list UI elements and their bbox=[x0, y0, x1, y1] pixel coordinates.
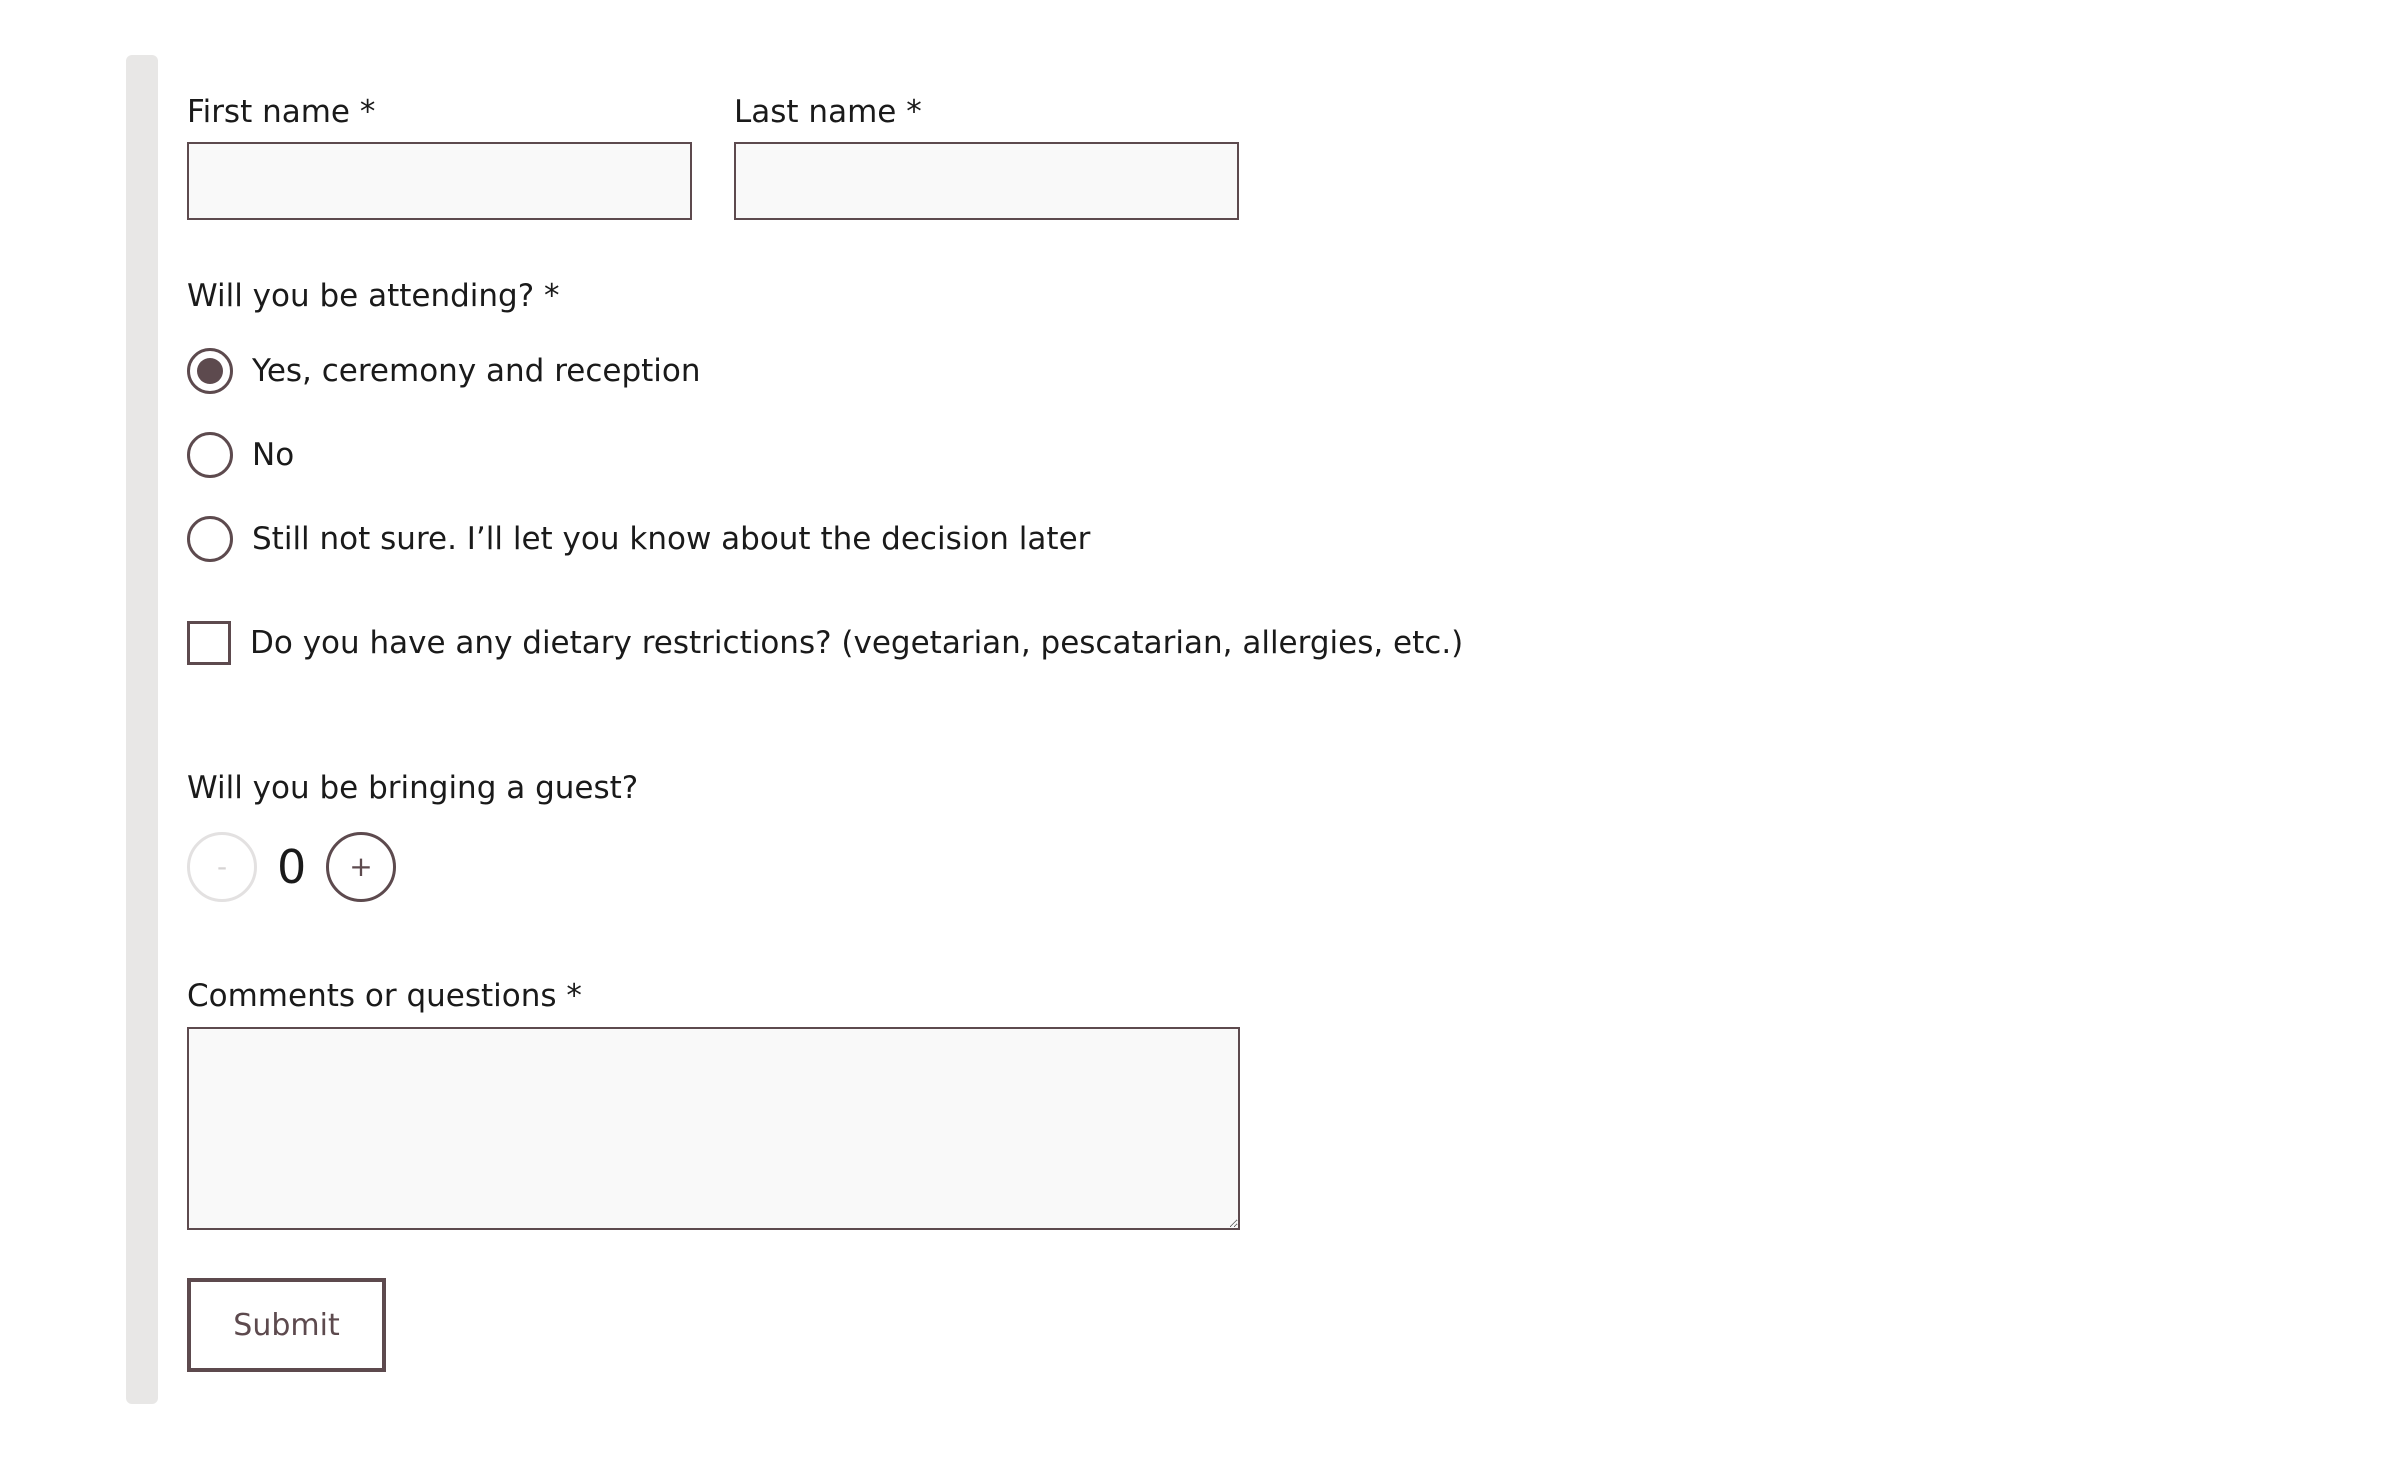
comments-textarea[interactable] bbox=[187, 1027, 1240, 1230]
minus-icon: - bbox=[216, 850, 228, 883]
first-name-label: First name * bbox=[187, 94, 376, 130]
form-accent-bar bbox=[126, 55, 158, 1404]
plus-icon: + bbox=[349, 850, 373, 883]
radio-button-yes[interactable] bbox=[187, 348, 233, 394]
increment-guest-button[interactable] bbox=[326, 832, 396, 902]
last-name-label: Last name * bbox=[734, 94, 922, 130]
attending-option-yes[interactable] bbox=[187, 347, 701, 395]
attending-option-not-sure[interactable] bbox=[187, 515, 1090, 563]
decrement-guest-button[interactable] bbox=[187, 832, 257, 902]
attending-option-no[interactable] bbox=[187, 431, 294, 479]
submit-button[interactable]: Submit bbox=[187, 1278, 386, 1372]
dietary-restrictions-checkbox[interactable] bbox=[187, 621, 231, 665]
guest-question-label: Will you be bringing a guest? bbox=[187, 770, 639, 806]
comments-label: Comments or questions * bbox=[187, 978, 582, 1014]
rsvp-form bbox=[187, 0, 1787, 1484]
guest-count-value: 0 bbox=[277, 840, 307, 894]
radio-button-not-sure[interactable] bbox=[187, 516, 233, 562]
last-name-input[interactable] bbox=[734, 142, 1239, 220]
attending-option-not-sure-label: Still not sure. I’ll let you know about the decision later bbox=[252, 521, 1091, 557]
attending-question-label: Will you be attending? * bbox=[187, 278, 560, 314]
attending-option-no-label: No bbox=[252, 437, 295, 473]
attending-option-yes-label: Yes, ceremony and reception bbox=[252, 353, 701, 389]
dietary-restrictions-option[interactable] bbox=[187, 619, 1463, 667]
first-name-input[interactable] bbox=[187, 142, 692, 220]
dietary-restrictions-label: Do you have any dietary restrictions? (vegetarian, pescatarian, allergies, etc.) bbox=[250, 625, 1464, 661]
radio-button-no[interactable] bbox=[187, 432, 233, 478]
